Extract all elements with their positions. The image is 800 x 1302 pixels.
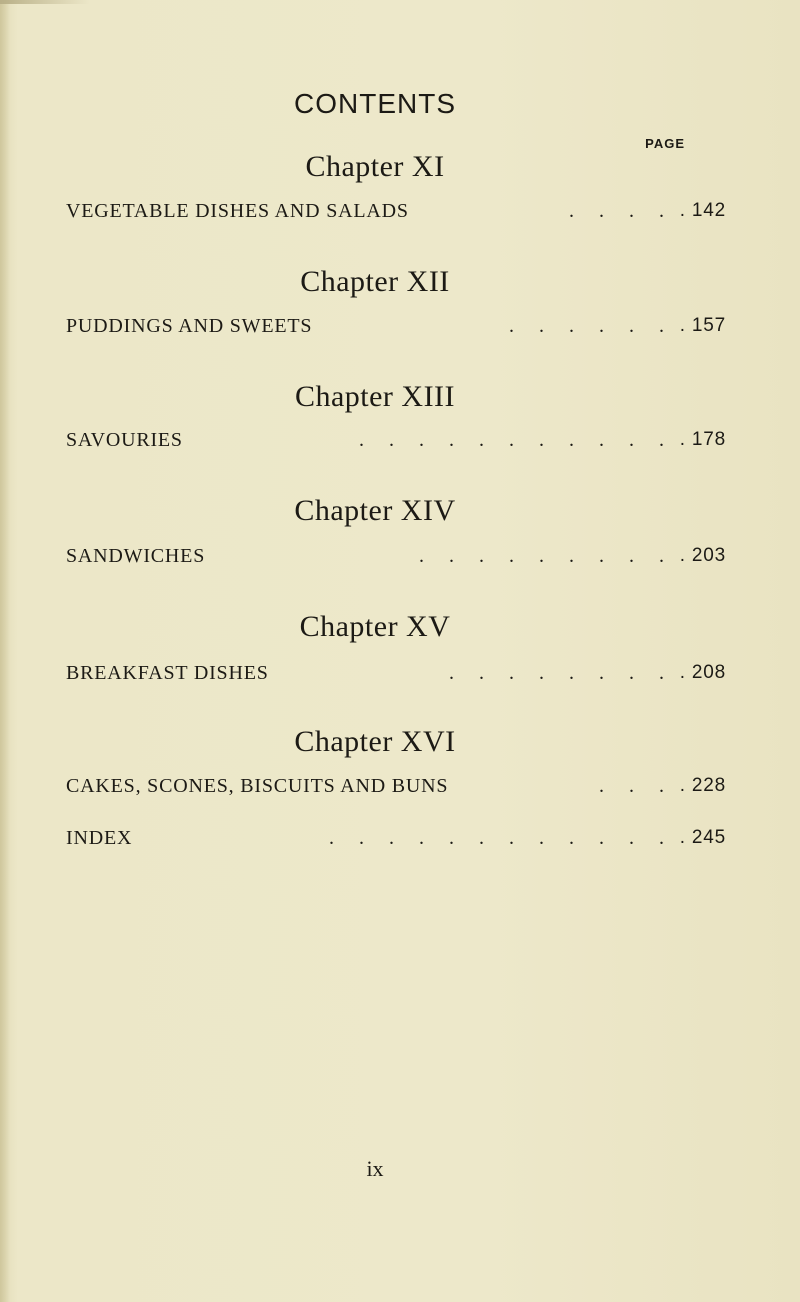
- page-column-label: PAGE: [645, 136, 685, 151]
- dot-leaders: . . . . . . . .: [449, 662, 674, 684]
- toc-entry: [66, 775, 726, 805]
- dot-leaders: . . . . . .: [509, 315, 674, 337]
- toc-entry-index: [66, 827, 726, 857]
- toc-entry: [66, 545, 726, 575]
- chapter-heading: Chapter XIV: [294, 494, 456, 527]
- dot-leaders: . . . .: [569, 200, 674, 222]
- page-folio: ix: [366, 1156, 384, 1181]
- contents-heading: CONTENTS: [294, 88, 456, 119]
- dot-leaders: . . . . . . . . .: [419, 545, 674, 567]
- chapter-heading: Chapter XIII: [294, 380, 456, 413]
- chapter-heading: Chapter XV: [299, 610, 451, 643]
- toc-entry: [66, 429, 726, 459]
- page-edge-shadow: [0, 0, 10, 1302]
- toc-entry-title: CAKES, SCONES, BISCUITS AND BUNS: [66, 775, 449, 797]
- page-top-edge: [0, 0, 90, 4]
- toc-entry-page: . 157: [679, 315, 726, 336]
- toc-entry-title: INDEX: [66, 827, 133, 849]
- toc-entry-title: PUDDINGS AND SWEETS: [66, 315, 313, 337]
- dot-leaders: . . . . . . . . . . .: [359, 429, 674, 451]
- toc-entry-page: . 178: [679, 429, 726, 450]
- toc-entry-title: SANDWICHES: [66, 545, 206, 567]
- toc-entry-page: . 228: [679, 775, 726, 796]
- toc-entry-title: VEGETABLE DISHES AND SALADS: [66, 200, 409, 222]
- chapter-heading: Chapter XVI: [294, 725, 456, 758]
- toc-entry: [66, 200, 726, 230]
- toc-entry-page: . 208: [679, 662, 726, 683]
- dot-leaders: . . . . . . . . . . . .: [329, 827, 674, 849]
- toc-entry: [66, 662, 726, 692]
- toc-entry-title: SAVOURIES: [66, 429, 183, 451]
- toc-entry: [66, 315, 726, 345]
- dot-leaders: . . .: [599, 775, 674, 797]
- chapter-heading: Chapter XI: [305, 150, 445, 183]
- toc-entry-page: . 142: [679, 200, 726, 221]
- chapter-heading: Chapter XII: [300, 265, 450, 298]
- toc-entry-title: BREAKFAST DISHES: [66, 662, 269, 684]
- toc-entry-page: . 203: [679, 545, 726, 566]
- toc-entry-page: . 245: [679, 827, 726, 848]
